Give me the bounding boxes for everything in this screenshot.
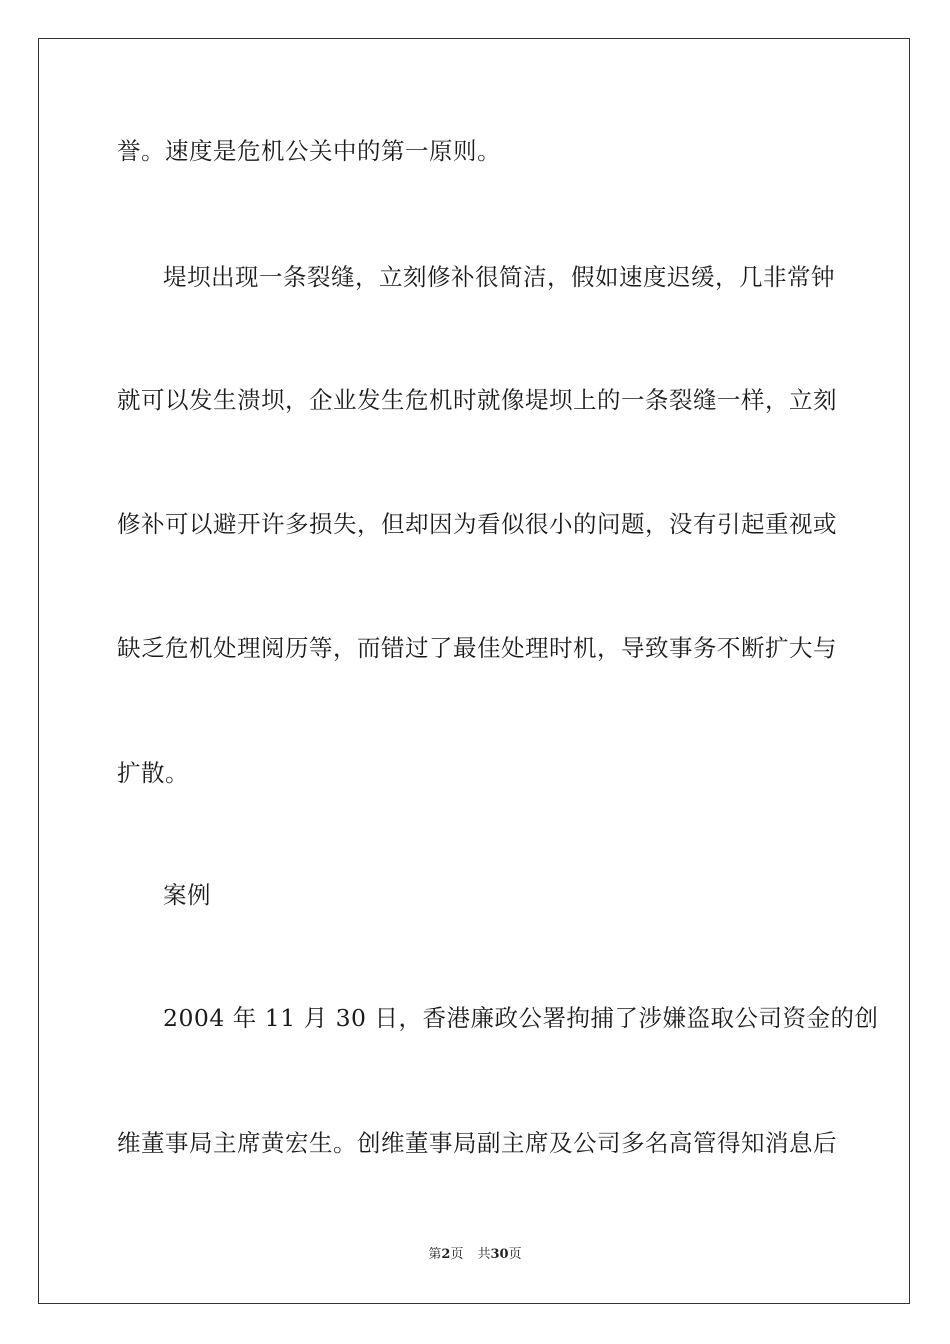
text-line-4: 修补可以避开许多损失，但却因为看似很小的问题，没有引起重视或 [117, 510, 837, 538]
text-line-8: 2004 年 11 月 30 日，香港廉政公署拘捕了涉嫌盗取公司资金的创 [163, 1004, 879, 1032]
page-footer [0, 1246, 950, 1264]
text-line-6: 扩散。 [117, 759, 189, 787]
section-heading: 案例 [163, 881, 211, 909]
page-border [38, 38, 910, 1304]
footer-total-prefix: 共 [477, 1247, 491, 1262]
text-line-5: 缺乏危机处理阅历等，而错过了最佳处理时机，导致事务不断扩大与 [117, 634, 837, 662]
text-line-1: 誉。速度是危机公关中的第一原则。 [117, 137, 501, 165]
footer-page-prefix: 第 [428, 1247, 442, 1262]
text-line-2: 堤坝出现一条裂缝，立刻修补很简洁，假如速度迟缓，几非常钟 [163, 263, 835, 291]
text-line-3: 就可以发生溃坝，企业发生危机时就像堤坝上的一条裂缝一样，立刻 [117, 386, 837, 414]
text-line-9: 维董事局主席黄宏生。创维董事局副主席及公司多名高管得知消息后 [117, 1129, 837, 1157]
footer-page-suffix: 页 [450, 1247, 464, 1262]
footer-page-number: 2 [441, 1247, 451, 1262]
footer-total-suffix: 页 [508, 1247, 522, 1262]
footer-total-pages: 30 [490, 1247, 509, 1262]
